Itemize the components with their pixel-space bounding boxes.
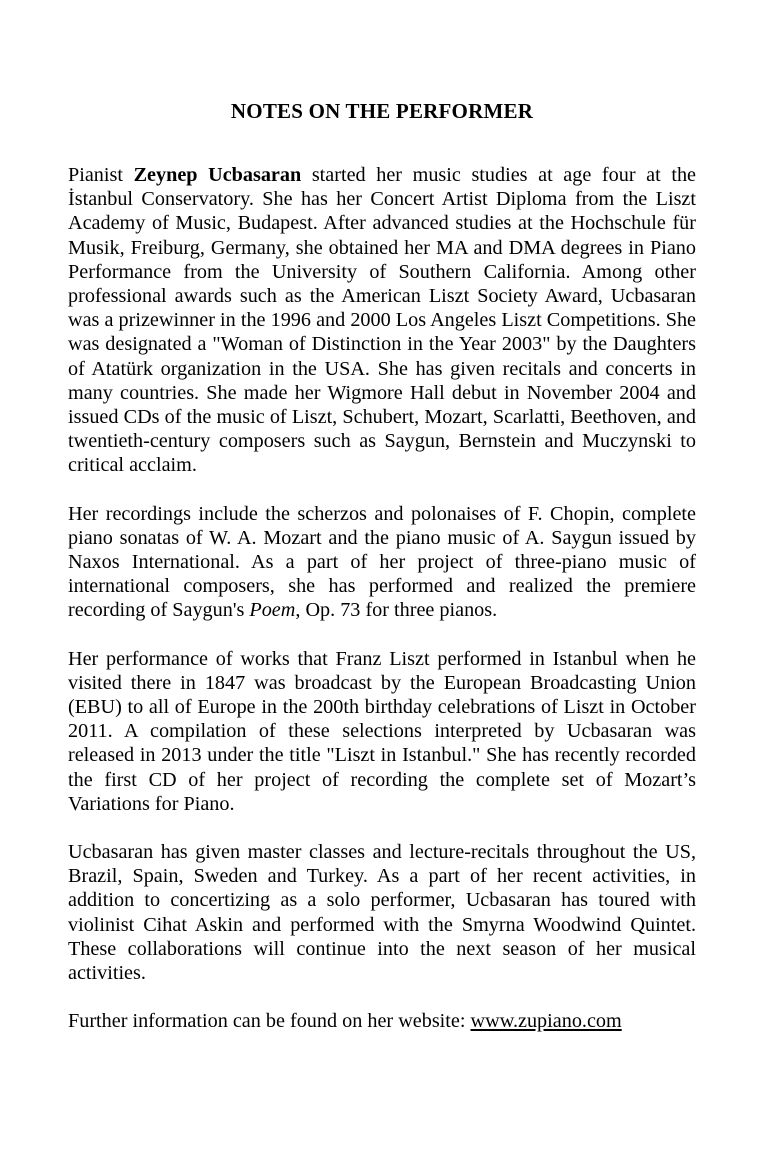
page-title: NOTES ON THE PERFORMER xyxy=(230,99,534,123)
paragraph-recordings-end: , Op. 73 for three pianos. xyxy=(295,599,498,622)
paragraph-recordings-body: Her recordings include the scherzos and polonaises of F. Chopin, complete piano sonatas of W. A. Mozart and the piano music of A. Saygun issued by Naxos International. As a part of her project of three-piano music of international composers, she has performed and realized the premiere recording of Saygun's xyxy=(68,502,696,622)
paragraph-biography xyxy=(68,163,696,478)
paragraph-master-classes: Ucbasaran has given master classes and lecture-recitals throughout the US, Brazil, Spain, Sweden and Turkey. As a part of her recent activities, in addition to concertizing as a solo performer, Ucbasaran has toured with violinist Cihat Askin and performed with the Smyrna Woodwind Quintet. These collaborations will continue into the next season of her musical activities. xyxy=(68,841,696,985)
website-link[interactable]: www.zupiano.com xyxy=(470,1010,622,1033)
paragraph-recordings xyxy=(68,502,696,623)
document-page xyxy=(68,96,696,1058)
paragraph-biography-intro: Pianist xyxy=(68,164,134,186)
paragraph-liszt-istanbul: Her performance of works that Franz Liszt performed in Istanbul when he visited there in 1847 was broadcast by the European Broadcasting Union (EBU) to all of Europe in the 200th birthday celebrations of Liszt in October 2011. A compilation of these selections interpreted by Ucbasaran was released in 2013 under the title "Liszt in Istanbul." She has recently recorded the first CD of her project of recording the complete set of Mozart’s Variations for Piano. xyxy=(68,647,696,815)
performer-name: Zeynep Ucbasaran xyxy=(133,164,302,186)
paragraph-website xyxy=(68,1009,696,1033)
website-prompt: Further information can be found on her website: xyxy=(68,1010,471,1033)
work-title-poem: Poem xyxy=(249,599,296,622)
paragraph-biography-body: started her music studies at age four at the İstanbul Conservatory. She has her Concert Artist Diploma from the Liszt Academy of Music, Budapest. After advanced studies at the Hochschule für Musik, Freiburg, Germany, she obtained her MA and DMA degrees in Piano Performance from the University of Southern California. Among other professional awards such as the American Liszt Society Award, Ucbasaran was a prizewinner in the 1996 and 2000 Los Angeles Liszt Competitions. She was designated a "Woman of Distinction in the Year 2003" by the Daughters of Atatürk organization in the USA. She has given recitals and concerts in many countries. She made her Wigmore Hall debut in November 2004 and issued CDs of the music of Liszt, Schubert, Mozart, Scarlatti, Beethoven, and twentieth-century composers such as Saygun, Bernstein and Muczynski to critical acclaim. xyxy=(68,164,696,477)
